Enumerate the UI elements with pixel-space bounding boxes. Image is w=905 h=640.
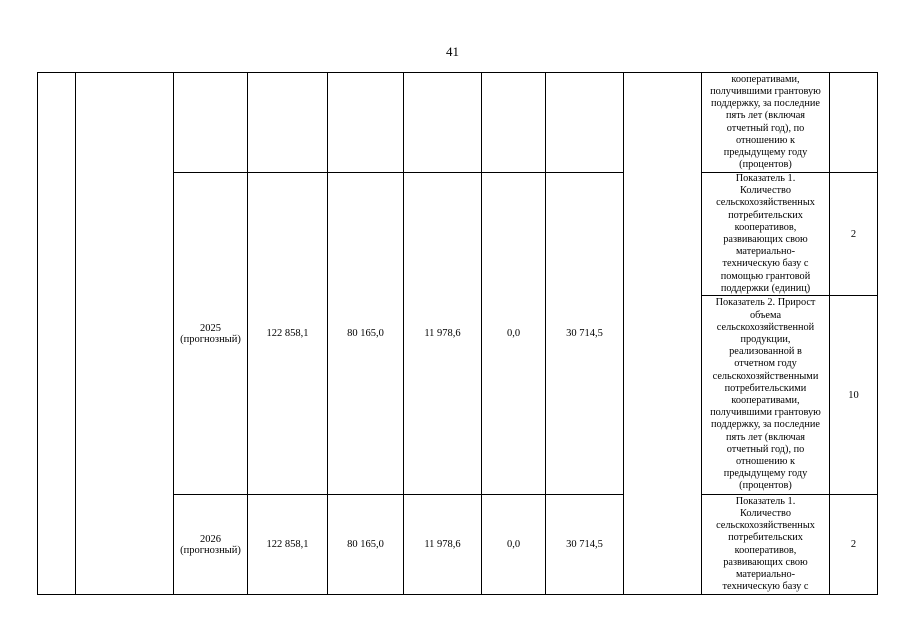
measure-cell xyxy=(76,73,174,595)
regional-cell xyxy=(404,73,482,173)
indicator-cell xyxy=(702,173,830,296)
regional-cell: 11 978,6 xyxy=(404,495,482,595)
budget-table xyxy=(37,72,878,595)
indicator-cell xyxy=(702,495,830,595)
year-cell xyxy=(174,495,248,595)
indicator-value: 10 xyxy=(830,296,878,495)
indicator-text: Показатель 2. Прирост объема сельскохозяйственной продукции, реализованной в отчетном году сельскохозяйственными потребительскими кооперативами, получившими грантовую поддержку, за последние пять лет (включая отчетный год), по отношению к предыдущему году (процентов) xyxy=(710,297,821,492)
indicator-text: кооперативами, получившими грантовую поддержку, за последние пять лет (включая отчетный год), по отношению к предыдущему году (процентов) xyxy=(710,73,821,171)
indicator-text: Показатель 1. Количество сельскохозяйственных потребительских кооперативов, развивающих свою материально- техническую базу с xyxy=(716,495,815,593)
federal-cell: 80 165,0 xyxy=(328,495,404,595)
other-cell xyxy=(546,73,624,173)
year-label: 2025 xyxy=(200,322,221,334)
executor-cell xyxy=(624,73,702,595)
total-cell: 122 858,1 xyxy=(248,173,328,495)
indicator-cell xyxy=(702,73,830,173)
indicator-text: Показатель 1. Количество сельскохозяйственных потребительских кооперативов, развивающих свою материально- техническую базу с помощью грантовой поддержки (единиц) xyxy=(716,173,815,294)
local-cell: 0,0 xyxy=(482,173,546,495)
local-cell: 0,0 xyxy=(482,495,546,595)
indicator-cell xyxy=(702,296,830,495)
number-cell xyxy=(38,73,76,595)
federal-cell xyxy=(328,73,404,173)
table-row xyxy=(38,73,878,173)
year-cell xyxy=(174,173,248,495)
indicator-value: 2 xyxy=(830,495,878,595)
year-note: (прогнозный) xyxy=(180,544,241,556)
other-cell: 30 714,5 xyxy=(546,495,624,595)
other-cell: 30 714,5 xyxy=(546,173,624,495)
year-note: (прогнозный) xyxy=(180,333,241,345)
regional-cell: 11 978,6 xyxy=(404,173,482,495)
local-cell xyxy=(482,73,546,173)
federal-cell: 80 165,0 xyxy=(328,173,404,495)
indicator-value xyxy=(830,73,878,173)
indicator-value: 2 xyxy=(830,173,878,296)
total-cell: 122 858,1 xyxy=(248,495,328,595)
total-cell xyxy=(248,73,328,173)
year-cell xyxy=(174,73,248,173)
year-label: 2026 xyxy=(200,533,221,545)
page-number: 41 xyxy=(446,44,459,59)
